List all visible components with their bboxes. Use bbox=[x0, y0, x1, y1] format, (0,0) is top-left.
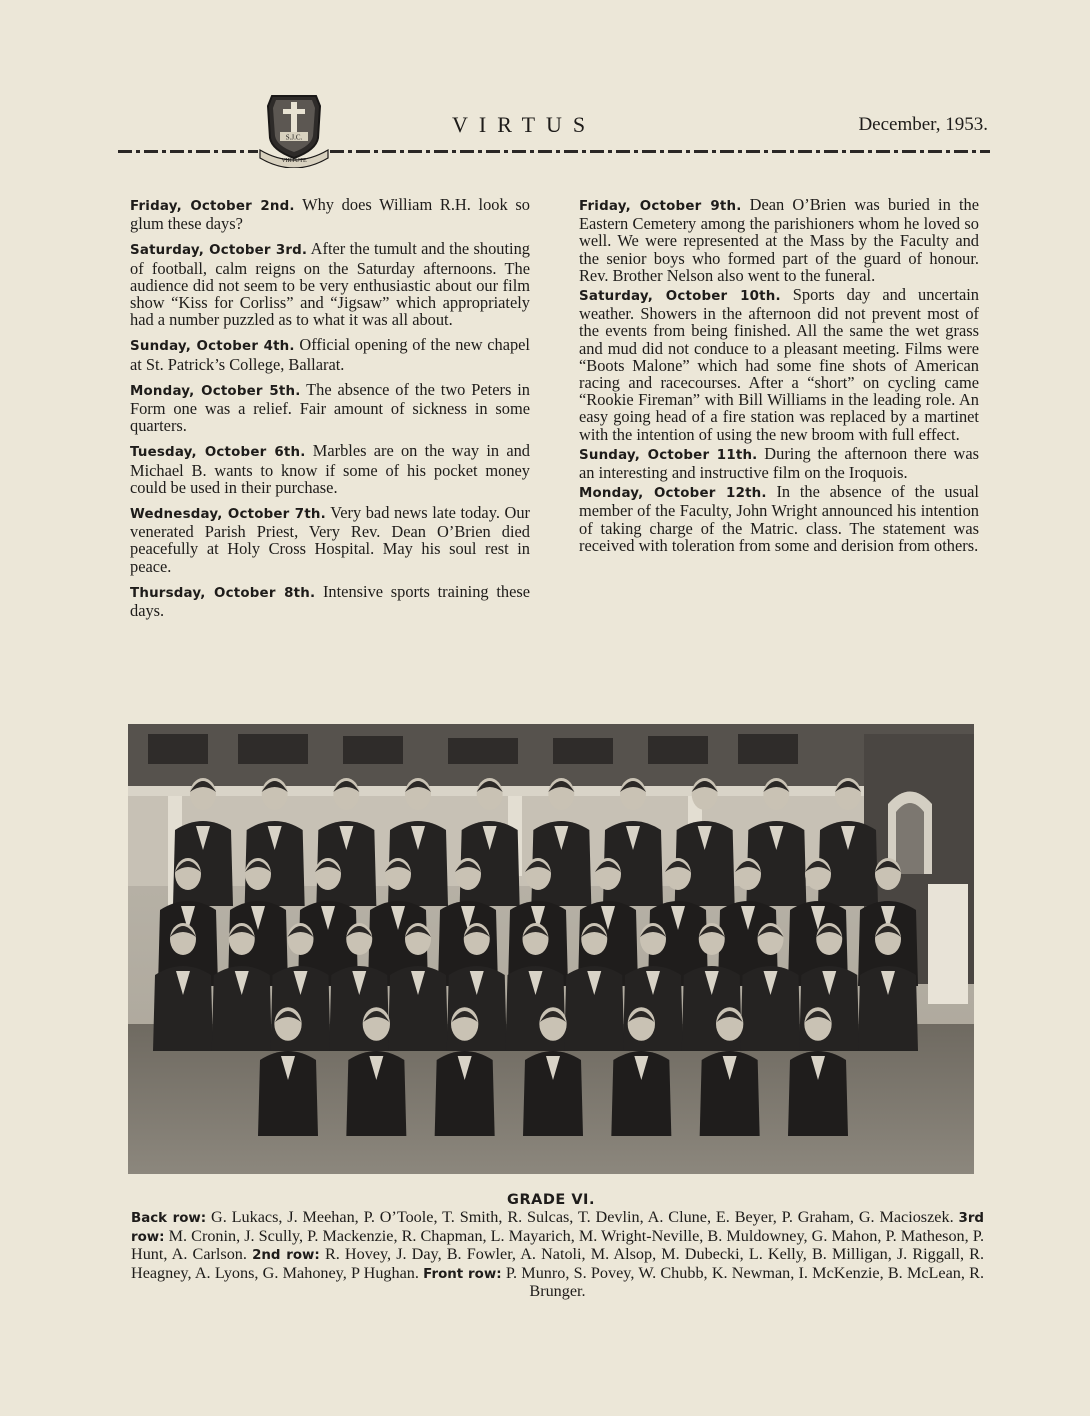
entry-text: Why does William R.H. look so glum these days? bbox=[130, 195, 530, 234]
caption-row-label: 3rd row: bbox=[131, 1211, 985, 1245]
entry-text: The absence of the two Peters in Form one was a relief. Fair amount of sickness in some quarters. bbox=[130, 379, 530, 436]
diary-entry bbox=[130, 336, 530, 372]
entry-date: Wednesday, October 7th. bbox=[130, 507, 326, 523]
entry-date: Sunday, October 4th. bbox=[130, 339, 295, 355]
entry-text: In the absence of the usual member of the Faculty, John Wright announced his intention of taking charge of the Matric. class. The statement was received with toleration from some and derision from others. bbox=[579, 482, 979, 555]
entry-text: Dean O’Brien was buried in the Eastern Cemetery among the parishioners whom he loved so well. We were represented at the Mass by the Faculty and the senior boys who formed part of the guard of honour. Rev. Brother Nelson also went to the funeral. bbox=[579, 195, 979, 285]
caption-row-label: Back row: bbox=[131, 1211, 207, 1226]
diary-entry bbox=[130, 381, 530, 435]
caption-row-names: M. Cronin, J. Scully, P. Mackenzie, R. Chapman, L. Mayarich, M. Wright-Neville, B. Muldowney, G. Mahon, P. Matheson, P. Hunt, A. Carlson. bbox=[131, 1226, 985, 1264]
diary-entry bbox=[130, 196, 530, 232]
entry-text: After the tumult and the shouting of football, calm reigns on the Saturday afternoons. The audience did not seem to be very enthusiastic about our film show “Kiss for Corliss” and “Jigsaw” which appropriately had a number puzzled as to what it was all about. bbox=[130, 239, 530, 330]
entry-text: Official opening of the new chapel at St. Patrick’s College, Ballarat. bbox=[130, 335, 530, 374]
caption-row-names: R. Hovey, J. Day, B. Fowler, A. Natoli, M. Alsop, M. Dubecki, L. Kelly, B. Milligan, J. Riggall, R. Heagney, A. Lyons, G. Mahoney, P Hughan. bbox=[131, 1245, 985, 1282]
entry-date: Monday, October 5th. bbox=[130, 383, 301, 399]
entry-text: Very bad news late today. Our venerated Parish Priest, Very Rev. Dean O’Brien died peacefully at Holy Cross Hospital. May his soul rest in peace. bbox=[130, 503, 530, 576]
class-photo-illustration bbox=[128, 724, 974, 1174]
diary-entry bbox=[130, 583, 530, 619]
entry-text: During the afternoon there was an interesting and instructive film on the Iroquois. bbox=[579, 443, 979, 483]
diary-entry bbox=[579, 483, 979, 554]
entry-date: Tuesday, October 6th. bbox=[130, 445, 306, 461]
diary-entry bbox=[579, 445, 979, 481]
entry-date: Saturday, October 3rd. bbox=[130, 243, 308, 259]
diary-column-right bbox=[579, 196, 979, 556]
issue-date: December, 1953. bbox=[858, 114, 988, 135]
caption-row-label: 2nd row: bbox=[252, 1248, 320, 1264]
entry-date: Thursday, October 8th. bbox=[130, 585, 316, 601]
photo-caption-title: GRADE VI. bbox=[507, 1192, 595, 1208]
entry-text: Sports day and uncertain weather. Showers in the afternoon did not prevent most of the events from being finished. All the same the wet grass and mud did not conduce to a pleasant meeting. Films were “Boots Malone” which had some fine shots of American racing and racecourses. After a “short” on cycling came “Rookie Fireman” with Bill Williams in the leading role. An easy going head of a fire station was replaced by a martinet with the intention of using the new broom with full effect. bbox=[579, 285, 979, 444]
diary-entry bbox=[579, 196, 979, 284]
caption-row-label: Front row: bbox=[423, 1266, 502, 1282]
page-header bbox=[118, 88, 988, 168]
diary-column-left bbox=[130, 196, 530, 627]
diary-entry bbox=[579, 286, 979, 443]
diary-entry bbox=[130, 240, 530, 328]
diary-entry bbox=[130, 504, 530, 575]
entry-date: Saturday, October 10th. bbox=[579, 289, 781, 305]
caption-row-names: P. Munro, S. Povey, W. Chubb, K. Newman, I. McKenzie, B. McLean, R. Brunger. bbox=[505, 1263, 984, 1301]
entry-text: Intensive sports training these days. bbox=[130, 581, 530, 621]
entry-date: Friday, October 2nd. bbox=[130, 199, 295, 214]
diary-entry bbox=[130, 442, 530, 496]
entry-date: Sunday, October 11th. bbox=[579, 447, 758, 463]
svg-text:S.J.C.: S.J.C. bbox=[285, 133, 303, 142]
entry-text: Marbles are on the way in and Michael B. wants to know if some of his pocket money could be used in their purchase. bbox=[130, 441, 530, 497]
entry-date: Friday, October 9th. bbox=[579, 199, 742, 214]
svg-text:VIRTUTE: VIRTUTE bbox=[281, 158, 307, 164]
school-crest-logo bbox=[258, 88, 330, 168]
header-rule-left bbox=[118, 150, 258, 153]
entry-date: Monday, October 12th. bbox=[579, 486, 767, 502]
magazine-masthead: VIRTUS bbox=[452, 112, 597, 137]
photo-caption bbox=[131, 1209, 984, 1301]
caption-row-names: G. Lukacs, J. Meehan, P. O’Toole, T. Smith, R. Sulcas, T. Devlin, A. Clune, E. Beyer, P. Graham, G. Macioszek. bbox=[211, 1208, 954, 1226]
header-rule-right bbox=[330, 150, 990, 153]
class-group-photo bbox=[128, 724, 974, 1174]
